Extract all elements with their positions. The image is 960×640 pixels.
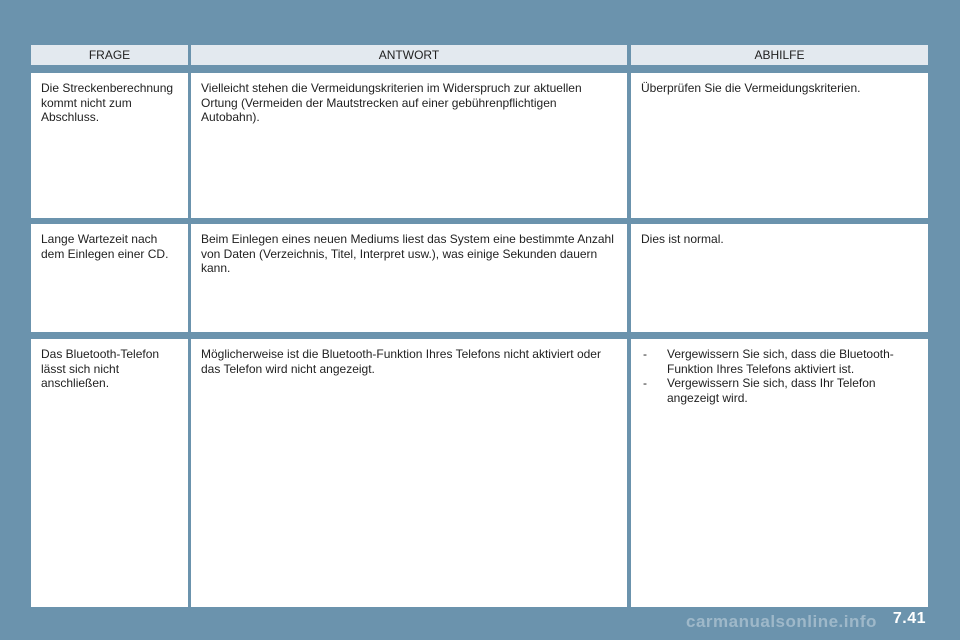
watermark: carmanualsonline.info bbox=[686, 612, 877, 631]
row-2-answer: Beim Einlegen eines neuen Mediums liest das System eine bestimmte Anzahl von Daten (Verzeichnis, Titel, Interpret usw.), was einige Sekunden dauern kann. bbox=[191, 224, 627, 332]
page-number: 7.41 bbox=[892, 610, 926, 627]
row-1-answer: Vielleicht stehen die Vermeidungskriterien im Widerspruch zur aktuellen Ortung (Vermeiden der Mautstrecken auf einer gebührenpflichtigen Autobahn). bbox=[191, 73, 627, 218]
row-2-question: Lange Wartezeit nach dem Einlegen einer CD. bbox=[31, 224, 188, 332]
remedy-list-item: - Vergewissern Sie sich, dass Ihr Telefon angezeigt wird. bbox=[641, 376, 918, 405]
remedy-list-item: - Vergewissern Sie sich, dass die Bluetooth-Funktion Ihres Telefons aktiviert ist. bbox=[641, 347, 918, 376]
row-3-answer: Möglicherweise ist die Bluetooth-Funktion Ihres Telefons nicht aktiviert oder das Telefon wird nicht angezeigt. bbox=[191, 339, 627, 607]
remedy-list bbox=[641, 347, 918, 405]
column-header-remedy: ABHILFE bbox=[631, 45, 928, 65]
row-2-remedy: Dies ist normal. bbox=[631, 224, 928, 332]
row-3-remedy bbox=[631, 339, 928, 607]
row-3-question: Das Bluetooth-Telefon lässt sich nicht anschließen. bbox=[31, 339, 188, 607]
column-header-question: FRAGE bbox=[31, 45, 188, 65]
row-1-question: Die Streckenberechnung kommt nicht zum Abschluss. bbox=[31, 73, 188, 218]
column-header-answer: ANTWORT bbox=[191, 45, 627, 65]
row-1-remedy: Überprüfen Sie die Vermeidungskriterien. bbox=[631, 73, 928, 218]
